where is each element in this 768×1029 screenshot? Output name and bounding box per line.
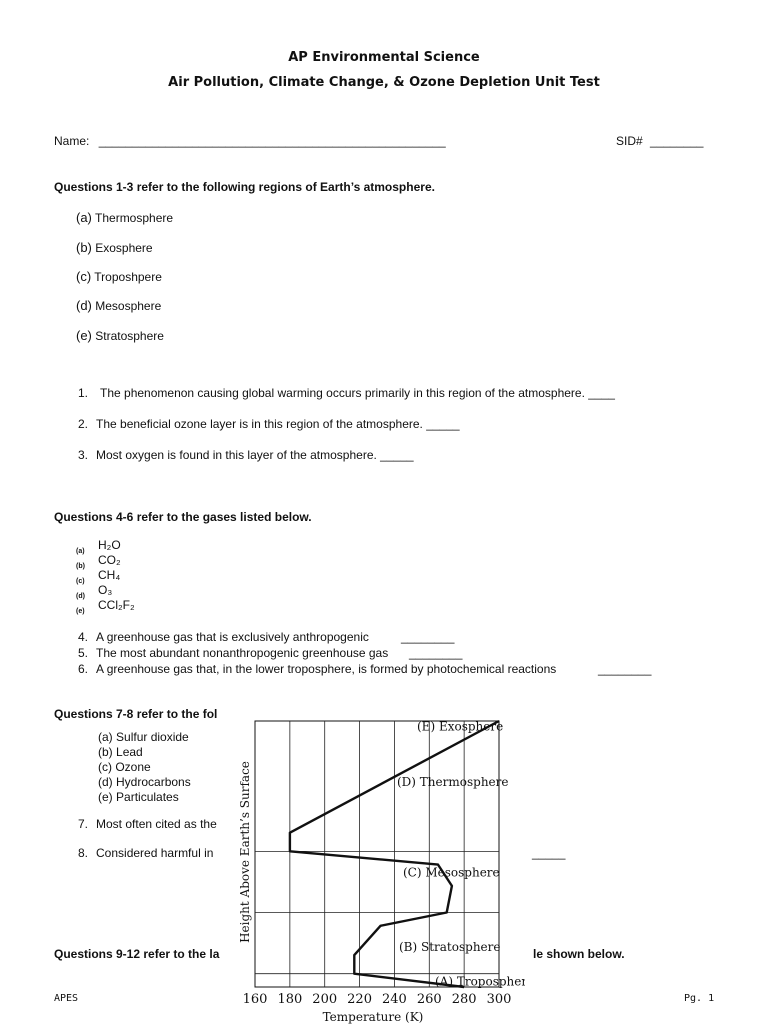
question-text: A greenhouse gas that, in the lower troposphere, is formed by photochemical reactions: [96, 662, 557, 676]
question-6: [78, 662, 652, 676]
x-axis-label: Temperature (K): [322, 1010, 424, 1024]
gas-letter: (e): [76, 608, 85, 615]
option-text: Hydrocarbons: [116, 775, 191, 789]
option-text: Ozone: [115, 760, 151, 774]
option-b: [76, 240, 153, 255]
layer-label: (A) Troposphere: [435, 974, 525, 989]
section-1-heading: Questions 1-3 refer to the following regions of Earth’s atmosphere.: [54, 180, 435, 194]
question-number: 8.: [78, 846, 89, 860]
footer-page-number: Pg. 1: [684, 993, 715, 1004]
layer-label: (C) Mesosphere: [403, 865, 500, 880]
question-number: 3.: [78, 448, 89, 462]
option-letter: (a): [76, 210, 92, 225]
x-tick-label: 240: [382, 992, 407, 1007]
question-text: The most abundant nonanthropogenic greenhouse gas: [96, 646, 389, 660]
x-tick-label: 180: [277, 992, 303, 1007]
option-letter: (e): [98, 790, 113, 804]
answer-blank[interactable]: ________: [409, 646, 463, 660]
answer-blank[interactable]: ________: [598, 662, 652, 676]
gas-letter: (d): [76, 593, 85, 600]
name-label: Name:: [54, 134, 90, 148]
option-d: [76, 298, 161, 313]
option-letter: (a): [98, 730, 113, 744]
x-tick-label: 300: [486, 992, 512, 1007]
gas-text: O₃: [98, 583, 113, 597]
layer-label: (B) Stratosphere: [399, 940, 501, 955]
option-text: Troposhpere: [94, 270, 162, 284]
gas-e: [76, 598, 135, 618]
option-letter: (b): [98, 745, 113, 759]
atmosphere-chart-svg: [235, 700, 525, 1024]
question-8-blank[interactable]: _____: [532, 846, 566, 860]
name-blank[interactable]: ____________________________________________________: [98, 134, 446, 148]
atmosphere-chart: [235, 700, 525, 1024]
option-e: [76, 328, 164, 343]
option-letter: (e): [76, 328, 92, 343]
option-text: Sulfur dioxide: [116, 730, 189, 744]
x-tick-label: 160: [242, 992, 268, 1007]
section-3-heading: Questions 7-8 refer to the fol: [54, 707, 218, 721]
option-text: Particulates: [116, 790, 179, 804]
question-3: [78, 448, 414, 462]
option-letter: (c): [76, 269, 92, 284]
question-number: 1.: [78, 386, 89, 400]
gas-text: H₂O: [98, 538, 121, 552]
option-a: [76, 210, 173, 225]
section-4-heading-left: Questions 9-12 refer to the la: [54, 947, 220, 961]
answer-blank[interactable]: ________: [401, 630, 455, 644]
question-number: 5.: [78, 646, 89, 660]
question-number: 2.: [78, 417, 89, 431]
option-text: Lead: [116, 745, 143, 759]
sid-line: [616, 134, 703, 148]
x-tick-label: 220: [347, 992, 372, 1007]
gas-letter: (b): [76, 563, 85, 570]
gas-text: CH₄: [98, 568, 121, 582]
option-letter: (c): [98, 760, 112, 774]
question-number: 4.: [78, 630, 89, 644]
option-letter: (d): [76, 298, 92, 313]
question-7: [78, 817, 217, 831]
question-text: The phenomenon causing global warming occurs primarily in this region of the atmosphere. ____: [100, 386, 615, 400]
gas-text: CO₂: [98, 553, 121, 567]
option-c: [76, 269, 162, 284]
question-text: Most oxygen is found in this layer of the atmosphere. _____: [96, 448, 414, 462]
name-line: [54, 134, 446, 148]
question-text: Most often cited as the: [96, 817, 217, 831]
option-letter: (b): [76, 240, 92, 255]
pollutant-a: [98, 730, 189, 744]
footer-left: APES: [54, 993, 79, 1004]
question-text: The beneficial ozone layer is in this region of the atmosphere. _____: [96, 417, 460, 431]
question-text: A greenhouse gas that is exclusively anthropogenic: [96, 630, 369, 644]
gas-letter: (a): [76, 548, 85, 555]
question-text: Considered harmful in: [96, 846, 214, 860]
gas-text: CCl₂F₂: [98, 598, 135, 612]
sid-blank[interactable]: ________: [650, 134, 704, 148]
layer-label: (E) Exosphere: [417, 719, 504, 734]
section-4-heading-right: le shown below.: [533, 947, 625, 961]
pollutant-c: [98, 760, 151, 774]
page-subtitle: Air Pollution, Climate Change, & Ozone Depletion Unit Test: [168, 75, 600, 90]
option-text: Stratosphere: [95, 329, 164, 343]
x-tick-label: 280: [451, 992, 477, 1007]
pollutant-e: [98, 790, 179, 804]
layer-label: (D) Thermosphere: [397, 775, 509, 790]
option-text: Mesosphere: [95, 299, 162, 313]
x-tick-label: 260: [416, 992, 442, 1007]
question-2: [78, 417, 460, 431]
page-title: AP Environmental Science: [288, 50, 480, 65]
sid-label: SID#: [616, 134, 643, 148]
question-4: [78, 630, 455, 644]
section-2-heading: Questions 4-6 refer to the gases listed below.: [54, 510, 312, 524]
question-number: 7.: [78, 817, 89, 831]
x-tick-label: 200: [312, 992, 338, 1007]
question-number: 6.: [78, 662, 89, 676]
question-8: [78, 846, 213, 860]
option-text: Exosphere: [95, 241, 153, 255]
option-text: Thermosphere: [95, 211, 174, 225]
question-5: [78, 646, 463, 660]
option-letter: (d): [98, 775, 113, 789]
pollutant-b: [98, 745, 143, 759]
y-axis-label: Height Above Earth’s Surface: [238, 761, 252, 943]
question-1: [78, 386, 615, 400]
gas-letter: (c): [76, 578, 85, 585]
pollutant-d: [98, 775, 191, 789]
